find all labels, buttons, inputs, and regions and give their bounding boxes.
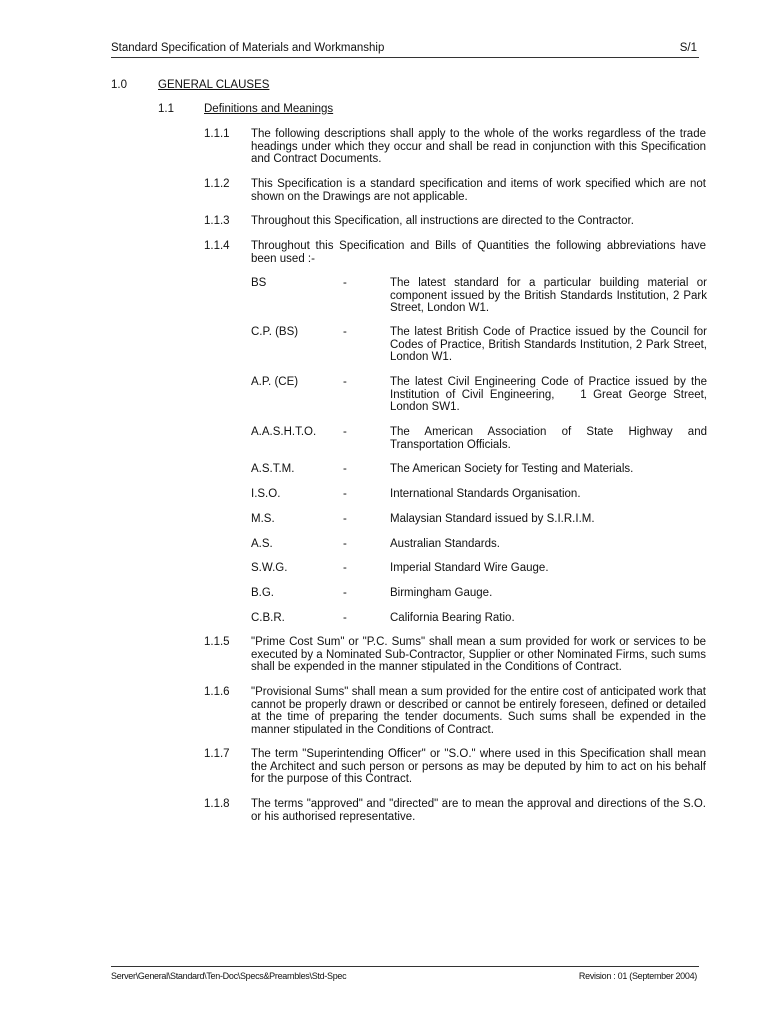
abbreviation-description: California Bearing Ratio. xyxy=(390,612,515,624)
abbreviation-dash: - xyxy=(343,463,347,475)
clause-number: 1.1.2 xyxy=(204,178,230,190)
abbreviation-description: Imperial Standard Wire Gauge. xyxy=(390,562,549,574)
abbreviation-dash: - xyxy=(343,376,347,388)
clause-text: "Prime Cost Sum" or "P.C. Sums" shall mean a sum provided for work or services to be executed by a Nominated Sub-Contractor, Supplier or other Nominated Firms, such sums shall be expended in the manner stipulated in the Conditions of Contract. xyxy=(251,636,706,673)
clause-number: 1.1.5 xyxy=(204,636,230,648)
clause-text: The term "Superintending Officer" or "S.O." where used in this Specification shall mean the Architect and such person or persons as may be deputed by him to act on his behalf for the purpose of this Contract. xyxy=(251,748,706,785)
clause-number: 1.1.4 xyxy=(204,240,230,252)
abbreviation-dash: - xyxy=(343,513,347,525)
abbreviation-dash: - xyxy=(343,326,347,338)
page-header xyxy=(111,42,699,58)
clause-text: Throughout this Specification, all instructions are directed to the Contractor. xyxy=(251,215,634,227)
page-footer xyxy=(111,966,699,981)
abbreviation-code: B.G. xyxy=(251,587,275,599)
page-reference: S/1 xyxy=(679,42,697,54)
abbreviation-code: C.B.R. xyxy=(251,612,285,624)
section-number: 1.0 xyxy=(111,79,127,91)
abbreviation-code: C.P. (BS) xyxy=(251,326,299,338)
abbreviation-dash: - xyxy=(343,587,347,599)
abbreviation-dash: - xyxy=(343,538,347,550)
abbreviation-dash: - xyxy=(343,426,347,438)
clause-number: 1.1.8 xyxy=(204,798,230,810)
clause-number: 1.1.6 xyxy=(204,686,230,698)
abbreviation-dash: - xyxy=(343,562,347,574)
abbreviation-description: International Standards Organisation. xyxy=(390,488,581,500)
clause-number: 1.1.7 xyxy=(204,748,230,760)
abbreviation-code: A.P. (CE) xyxy=(251,376,299,388)
abbreviation-description: The latest Civil Engineering Code of Practice issued by the Institution of Civil Engineering, 1 Great George Street, London SW1. xyxy=(390,376,711,413)
file-path: Server\General\Standard\Ten-Doc\Specs&Preambles\Std-Spec xyxy=(111,971,347,981)
abbreviation-description: Australian Standards. xyxy=(390,538,500,550)
abbreviation-code: A.A.S.H.T.O. xyxy=(251,426,317,438)
abbreviation-dash: - xyxy=(343,612,347,624)
abbreviation-description: The American Association of State Highway and Transportation Officials. xyxy=(390,426,707,451)
clause-text: "Provisional Sums" shall mean a sum provided for the entire cost of anticipated work that cannot be properly drawn or described or cannot be entirely foreseen, defined or detailed at the time of preparing the tender documents. Such sums shall be expended in the manner stipulated in the Conditions of Contract. xyxy=(251,686,706,736)
abbreviation-description: The American Society for Testing and Materials. xyxy=(390,463,634,475)
abbreviation-dash: - xyxy=(343,277,347,289)
abbreviation-description: The latest British Code of Practice issued by the Council for Codes of Practice, British Standards Institution, 2 Park Street, London W1. xyxy=(390,326,707,363)
abbreviation-code: A.S. xyxy=(251,538,273,550)
abbreviation-description: The latest standard for a particular building material or component issued by the British Standards Institution, 2 Park Street, London W1. xyxy=(390,277,707,314)
clause-number: 1.1.1 xyxy=(204,128,230,140)
clause-text: The terms "approved" and "directed" are to mean the approval and directions of the S.O. or his authorised representative. xyxy=(251,798,706,823)
abbreviation-code: M.S. xyxy=(251,513,275,525)
subsection-title: Definitions and Meanings xyxy=(204,103,334,115)
abbreviation-dash: - xyxy=(343,488,347,500)
abbreviation-code: S.W.G. xyxy=(251,562,288,574)
abbreviation-description: Malaysian Standard issued by S.I.R.I.M. xyxy=(390,513,595,525)
document-title: Standard Specification of Materials and Workmanship xyxy=(111,42,385,54)
abbreviation-code: BS xyxy=(251,277,267,289)
subsection-number: 1.1 xyxy=(158,103,174,115)
abbreviation-code: I.S.O. xyxy=(251,488,281,500)
revision-label: Revision : 01 (September 2004) xyxy=(578,971,697,981)
clause-text: This Specification is a standard specification and items of work specified which are not shown on the Drawings are not applicable. xyxy=(251,178,706,203)
section-title: GENERAL CLAUSES xyxy=(158,79,270,91)
clause-number: 1.1.3 xyxy=(204,215,230,227)
abbreviation-description: Birmingham Gauge. xyxy=(390,587,493,599)
clause-text: Throughout this Specification and Bills of Quantities the following abbreviations have been used :- xyxy=(251,240,706,265)
clause-text: The following descriptions shall apply to the whole of the works regardless of the trade headings under which they occur and shall be read in conjunction with this Specification and Contract Documents. xyxy=(251,128,706,165)
abbreviation-code: A.S.T.M. xyxy=(251,463,295,475)
